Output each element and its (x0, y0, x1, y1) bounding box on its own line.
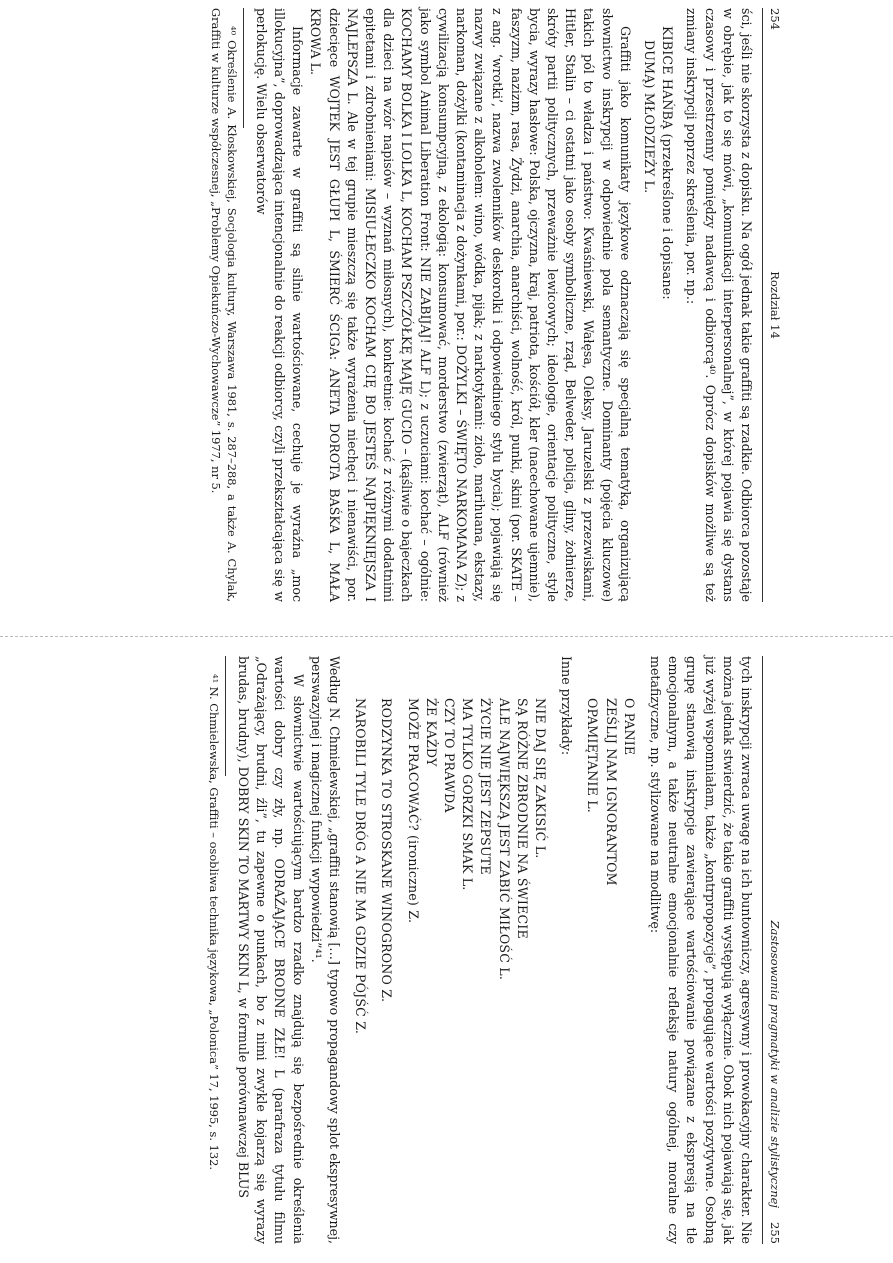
paragraph: W słownictwie wartościującym bardzo rzadko znajdują się bezpośrednie określenia wartości dobry czy zły, np. ODRAŻAJĄCE BRODNE ZŁE! L (parafraza tytułu filmu „Odrażający, brudni, źli”, tu zapewne o punkach, bo z nimi zwykle kojarzą się wyrazy brudas, brudny), DOBRY SKIN TO MARTWY SKIN L, w formule porównawczej BLUS (235, 656, 306, 1244)
body-text (205, 656, 755, 1244)
page-number: 254 (768, 8, 782, 30)
chapter-title: Zastosowania pragmatyki w analizie stylistycznej (768, 920, 782, 1208)
paragraph: tych inskrypcji zwraca uwagę na ich buntowniczy, agresywny i prowokacyjny charakter. Nie można jednak stwierdzić, że takie graffiti występują wyłącznie. Obok nich pojawiają się, jak już wyżej wspomniałam, także „kontrpropozycje”, propagujące wartości pozytywne. Osobną grupę stanowią inskrypcje zawierające wartościowanie powiązane z ekspresją na tle emocjonalnym, a także neutralne emocjonalnie refleksje natury ogólnej, moralne czy metafizyczne, np. stylizowane na modlitwę: (647, 656, 754, 1244)
page-number: 255 (768, 1222, 782, 1244)
slogan-line: O PANIE (621, 698, 637, 756)
example-line: ŻYCIE NIE JEST ZEPSUTE (478, 698, 494, 875)
slogan-line: KIBICE HAŃBĄ (przekreślone i dopisane: (660, 26, 676, 300)
running-head (767, 656, 783, 1244)
left-page (103, 0, 893, 610)
others-label: Inne przykłady: (559, 656, 575, 756)
slogan-line: OPAMIĘTANIE L. (585, 698, 601, 813)
chapter-title: Rozdział 14 (768, 271, 782, 339)
prayer-block (583, 698, 638, 1244)
page-fold (0, 636, 893, 637)
spacer (395, 698, 403, 1244)
example-line: ALE NAJWIĘKSZĄ JEST ZABIĆ MIŁOŚĆ L. (496, 698, 512, 981)
paragraph: Graffiti jako komunikaty językowe odznaczają się specjalną tematyką, organizującą słownictwo inskrypcji w odpowiednie pola semantyczne. Dominanty (pojęcia kluczowe) takich pól to władza i państwo: Kwaśniewski, Wałęsa, Oleksy, Jaruzelski z przezwiskami, Hitler, Stalin – ci ostatni jako osoby symboliczne, rząd, Belweder, policja, gliny, żołnierze, skróty partii politycznych, przeważnie lewicowych; ideologie, orientacje polityczne, style bycia, wyrazy hasłowe: Polska, ojczyzna, kraj, patriota, kościół, kler (nacechowane ujemnie), faszyzm, nazizm, rasa, Żydzi, anarchia, anarchiści, wolność, król, punki, skini (por. SKATE – z ang. ‘wrotki’, nazwa zwolenników deskorolki i odpowiedniego stylu bycia); pojawiają się nazwy związane z alkoholem: wino, wódka, pijak; z narkotykami: zioło, marihuana, ekstazy, narkoman, dożylki (kontaminacja z dożynkami, por.: DOŻYLKI – ŚWIĘTO NARKOMANA Z); z cywilizacją konsumpcyjną, z ekologią: konsumować, morderstwo (zwierząt), ALF (również jako symbol Animal Liberation Front: NIE ZABIJAJ! ALF L); z uczuciami: kochać – ogólnie: KOCHAMY BOLKA I LOLKA L, KOCHAM PSZCZÓŁKĘ MAJĘ GUCIO – (kąśliwie o bajeczkach dla dzieci na wzór napisów – wyznań miłosnych), konkretnie: kochać z różnymi dodatnimi epitetami i zdrobnieniami: MISIU-ŁECZKO KOCHAM CIĘ BO JESTEŚ NAJPIĘKNIEJSZA I NAJLEPSZA L. Ale w tej grupie mieszczą się także wyrażenia niechęci i nienawiści, por. dziecięce WOJTEK JEST GŁUPI L, ŚMIERĆ ŚCIGA: ANETA DOROTA BAŚKA L, MAŁA KROWA L. (308, 8, 633, 602)
example-line: CZY TO PRAWDA (441, 698, 457, 813)
example-line: ŻE KAŻDY (423, 698, 439, 767)
header-rule (762, 656, 763, 1244)
footnote: ⁴¹ N. Chmielewska, Graffiti – osobliwa technika językowa, „Polonica” 17, 1995, s. 132. (206, 674, 221, 1170)
body-text (208, 8, 755, 602)
example-line: MOŻE PRACOWAĆ? (ironiczne) Z. (405, 698, 421, 924)
paragraph: Informacje zawarte w graffiti są silnie wartościowane, cechuje je wyraźna „moc illokucyjna”, doprowadzająca intencjonalnie do reakcji odbiorcy, czyli przekształcająca się w perlokucję. Wielu obserwatorów (253, 8, 306, 602)
example-line: RODZYNKA TO STROSKANE WINOGRONO Z. (379, 698, 395, 1003)
example-line: NIE DAJ SIĘ ZAKISIĆ L. (532, 698, 548, 859)
spacer (369, 698, 377, 1244)
slogan-line: ZEŚLIJ NAM IGNORANTOM (603, 698, 619, 886)
slogan-block (640, 26, 676, 602)
slogan-line: DUMĄ) MŁODZIEŻY L. (641, 40, 657, 194)
right-page (103, 656, 893, 1256)
example-line: NAROBILI TYLE DRÓG A NIE MA GDZIE PÓJŚĆ Z. (353, 698, 369, 1035)
example-line: MA TYLKO GORZKI SMAK L. (460, 698, 476, 891)
footnote-rule (243, 8, 244, 128)
paragraph: ści, jeśli nie skorzysta z dopisku. Na ogół jednak takie graffiti są rzadkie. Odbiorca pozostaje w obrębie, jak to się mówi, „komunikacji interpersonalnej”, w której pojawia się dystans czasowy i przestrzenny pomiędzy nadawcą i odbiorcą⁴⁰. Oprócz dopisków możliwe są też zmiany inskrypcji poprzez skreślenia, por. np.: (684, 8, 754, 602)
example-line: SĄ RÓŻNE ZBRODNIE NA ŚWIECIE (514, 698, 530, 939)
header-rule (762, 8, 763, 602)
paragraph: Według N. Chmielewskiej, „graffiti stanowią […] typowo propagandowy splot ekspresywnej, perswazyjnej i magicznej funkcji wypowiedzi”⁴¹. (308, 656, 342, 1244)
examples-block (351, 698, 549, 1244)
footnote: ⁴⁰ Określenie A. Kłoskowskiej, Socjologia kultury, Warszawa 1981, s. 287–288, a także A. Chylak, Graffiti w kulturze współczesnej, „Problemy Opiekuńczo-Wychowawcze” 1977, nr 5. (209, 8, 239, 602)
running-head (767, 8, 783, 602)
footnote-rule (225, 656, 226, 776)
